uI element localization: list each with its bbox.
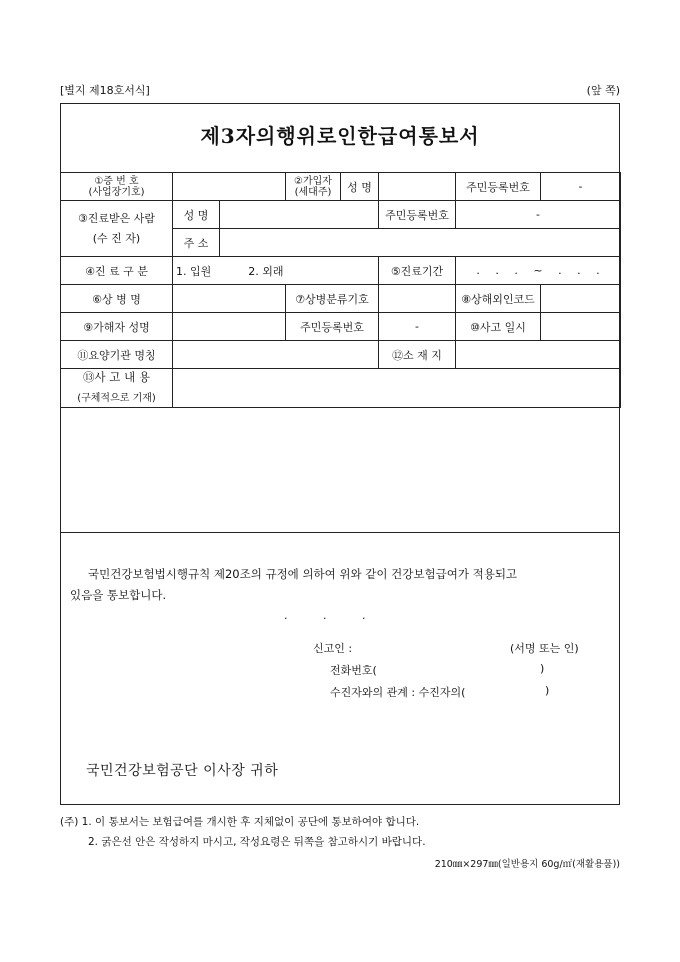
external-cause-code-field[interactable] bbox=[541, 285, 621, 313]
institution-location-field[interactable] bbox=[456, 341, 621, 369]
subscriber-label: ②가입자 (세대주) bbox=[286, 173, 341, 201]
phone-close: ) bbox=[540, 662, 545, 675]
divider bbox=[60, 532, 620, 533]
disease-name-field[interactable] bbox=[173, 285, 286, 313]
accident-details-label: ⑬사 고 내 용 (구체적으로 기재) bbox=[61, 369, 173, 408]
accident-details-field[interactable] bbox=[173, 369, 621, 408]
institution-name-field[interactable] bbox=[173, 341, 379, 369]
offender-name-field[interactable] bbox=[173, 313, 286, 341]
patient-name-field[interactable] bbox=[220, 201, 379, 229]
patient-rrn-label: 주민등록번호 bbox=[379, 201, 456, 229]
treatment-type-options[interactable] bbox=[173, 257, 379, 285]
signature-label[interactable]: (서명 또는 인) bbox=[510, 642, 579, 655]
patient-address-field[interactable] bbox=[220, 229, 621, 257]
treatment-period-label: ⑤진료기간 bbox=[379, 257, 456, 285]
phone-label: 전화번호( bbox=[330, 664, 377, 677]
treatment-period-field[interactable]: . . . ~ . . . bbox=[456, 257, 621, 285]
report-date[interactable]: . . . bbox=[284, 609, 366, 622]
institution-location-label: ⑫소 재 지 bbox=[379, 341, 456, 369]
form-number: [별지 제18호서식] bbox=[60, 84, 150, 97]
subscriber-rrn-label: 주민등록번호 bbox=[456, 173, 541, 201]
inpatient-option[interactable]: 1. 입원 bbox=[176, 264, 212, 278]
offender-name-label: ⑨가해자 성명 bbox=[61, 313, 173, 341]
cert-no-label: ①증 번 호 (사업장기호) bbox=[61, 173, 173, 201]
disease-code-field[interactable] bbox=[379, 285, 456, 313]
external-cause-code-label: ⑧상해외인코드 bbox=[456, 285, 541, 313]
relation-close: ) bbox=[545, 684, 550, 697]
offender-rrn-label: 주민등록번호 bbox=[286, 313, 379, 341]
accident-date-label: ⑩사고 일시 bbox=[456, 313, 541, 341]
report-form-table bbox=[60, 172, 621, 408]
outpatient-option[interactable]: 2. 외래 bbox=[248, 264, 284, 278]
footnote-2: 2. 굵은선 안은 작성하지 마시고, 작성요령은 뒤쪽을 참고하시기 바랍니다. bbox=[88, 836, 426, 848]
subscriber-rrn-field[interactable]: - bbox=[541, 173, 621, 201]
patient-name-label: 성 명 bbox=[173, 201, 220, 229]
paper-spec: 210㎜×297㎜(일반용지 60g/㎡(재활용품)) bbox=[434, 859, 620, 870]
patient-address-label: 주 소 bbox=[173, 229, 220, 257]
subscriber-name-label: 성 명 bbox=[341, 173, 379, 201]
disease-code-label: ⑦상병분류기호 bbox=[286, 285, 379, 313]
offender-rrn-field[interactable]: - bbox=[379, 313, 456, 341]
footnote-1: (주) 1. 이 통보서는 보험급여를 개시한 후 지체없이 공단에 통보하여야 합니다. bbox=[60, 816, 420, 828]
relation-label: 수진자와의 관계 : 수진자의( bbox=[330, 686, 466, 699]
reporter-label: 신고인 : bbox=[313, 642, 353, 655]
disease-name-label: ⑥상 병 명 bbox=[61, 285, 173, 313]
treatment-type-label: ④진 료 구 분 bbox=[61, 257, 173, 285]
page-title: 제3자의행위로인한급여통보서 bbox=[200, 124, 480, 148]
patient-label: ③진료받은 사람 (수 진 자) bbox=[61, 201, 173, 257]
patient-rrn-field[interactable]: - bbox=[456, 201, 621, 229]
subscriber-name-field[interactable] bbox=[379, 173, 456, 201]
institution-name-label: ⑪요양기관 명칭 bbox=[61, 341, 173, 369]
cert-no-field[interactable] bbox=[173, 173, 286, 201]
page-side: (앞 쪽) bbox=[586, 84, 620, 97]
notice-text: 국민건강보험법시행규칙 제20조의 규정에 의하여 위와 같이 건강보험급여가 적용되고 있음을 통보합니다. bbox=[70, 567, 518, 602]
addressee: 국민건강보험공단 이사장 귀하 bbox=[86, 763, 279, 779]
accident-date-field[interactable] bbox=[541, 313, 621, 341]
